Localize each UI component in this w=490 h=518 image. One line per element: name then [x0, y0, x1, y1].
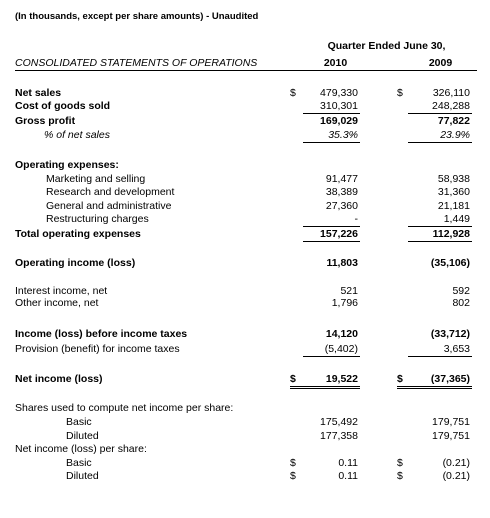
- subtotal-rule: [303, 356, 360, 357]
- column-header-2010: 2010: [323, 57, 348, 69]
- currency-symbol: $: [397, 373, 403, 385]
- row-label-operating-income: Operating income (loss): [15, 257, 136, 269]
- statement-note: (In thousands, except per share amounts) - Unaudited: [15, 11, 259, 22]
- value-ga-2010: 27,360: [325, 200, 358, 212]
- section-heading-shares: Shares used to compute net income per share:: [15, 402, 234, 414]
- value-gross-profit-2010: 169,029: [320, 115, 358, 127]
- value-income-before-tax-2010: 14,120: [325, 328, 358, 340]
- subtotal-rule: [408, 356, 472, 357]
- row-label-interest-income: Interest income, net: [15, 285, 108, 297]
- subtotal-rule: [408, 226, 472, 227]
- value-restructuring-2009: 1,449: [443, 213, 470, 225]
- value-shares-basic-2010: 175,492: [320, 416, 358, 428]
- value-operating-income-2010: 11,803: [326, 257, 358, 269]
- value-other-income-2009: 802: [452, 297, 470, 309]
- currency-symbol: $: [397, 470, 403, 482]
- value-interest-income-2009: 592: [452, 285, 470, 297]
- value-cogs-2009: 248,288: [432, 100, 470, 112]
- value-net-income-2010: 19,522: [325, 373, 358, 385]
- total-rule: [303, 241, 360, 242]
- value-gross-profit-2009: 77,822: [437, 115, 470, 127]
- value-shares-diluted-2010: 177,358: [320, 430, 358, 442]
- row-label-marketing: Marketing and selling: [46, 173, 146, 185]
- row-label-shares-basic: Basic: [66, 416, 92, 428]
- section-rule: [303, 142, 360, 143]
- total-rule: [408, 241, 472, 242]
- value-marketing-2010: 91,477: [325, 173, 358, 185]
- subtotal-rule: [303, 226, 360, 227]
- value-cogs-2010: 310,301: [320, 100, 358, 112]
- total-rule: [290, 388, 360, 389]
- row-label-other-income: Other income, net: [15, 297, 99, 309]
- value-net-sales-2010: 479,330: [320, 87, 358, 99]
- value-other-income-2010: 1,796: [331, 297, 358, 309]
- row-label-net-sales: Net sales: [15, 87, 62, 99]
- value-rnd-2010: 38,389: [325, 186, 358, 198]
- row-label-shares-diluted: Diluted: [66, 430, 99, 442]
- row-label-cogs: Cost of goods sold: [15, 100, 111, 112]
- value-eps-diluted-2010: 0.11: [338, 470, 358, 482]
- row-label-net-income: Net income (loss): [15, 373, 103, 385]
- row-label-eps-diluted: Diluted: [66, 470, 99, 482]
- value-rnd-2009: 31,360: [437, 186, 470, 198]
- section-heading-eps: Net income (loss) per share:: [15, 443, 147, 455]
- total-rule: [290, 386, 360, 387]
- subtotal-rule: [408, 113, 472, 114]
- value-eps-diluted-2009: (0.21): [442, 470, 470, 482]
- value-provision-2010: (5,402): [324, 343, 358, 355]
- value-pct-net-sales-2010: 35.3%: [328, 129, 358, 141]
- header-rule: [15, 70, 477, 71]
- currency-symbol: $: [397, 457, 403, 469]
- currency-symbol: $: [290, 373, 296, 385]
- row-label-ga: General and administrative: [46, 200, 172, 212]
- row-label-income-before-tax: Income (loss) before income taxes: [15, 328, 188, 340]
- value-net-sales-2009: 326,110: [432, 87, 470, 99]
- value-shares-diluted-2009: 179,751: [432, 430, 470, 442]
- column-header-2009: 2009: [428, 57, 453, 69]
- total-rule: [397, 386, 472, 387]
- row-label-gross-profit: Gross profit: [15, 115, 76, 127]
- section-heading-opex: Operating expenses:: [15, 159, 119, 171]
- value-total-opex-2009: 112,928: [432, 228, 470, 240]
- value-shares-basic-2009: 179,751: [432, 416, 470, 428]
- row-label-provision: Provision (benefit) for income taxes: [15, 343, 180, 355]
- value-restructuring-2010: -: [354, 213, 358, 225]
- currency-symbol: $: [290, 457, 296, 469]
- currency-symbol: $: [290, 470, 296, 482]
- currency-symbol: $: [290, 87, 296, 99]
- row-label-pct-net-sales: % of net sales: [44, 129, 110, 141]
- statement-title: CONSOLIDATED STATEMENTS OF OPERATIONS: [15, 57, 258, 69]
- value-operating-income-2009: (35,106): [430, 257, 470, 269]
- value-total-opex-2010: 157,226: [320, 228, 358, 240]
- value-ga-2009: 21,181: [437, 200, 470, 212]
- section-rule: [408, 142, 472, 143]
- row-label-total-opex: Total operating expenses: [15, 228, 141, 240]
- total-rule: [397, 388, 472, 389]
- currency-symbol: $: [397, 87, 403, 99]
- value-interest-income-2010: 521: [340, 285, 358, 297]
- value-net-income-2009: (37,365): [430, 373, 470, 385]
- row-label-eps-basic: Basic: [66, 457, 92, 469]
- row-label-rnd: Research and development: [46, 186, 175, 198]
- value-eps-basic-2010: 0.11: [338, 457, 358, 469]
- subtotal-rule: [303, 113, 360, 114]
- value-provision-2009: 3,653: [443, 343, 470, 355]
- row-label-restructuring: Restructuring charges: [46, 213, 149, 225]
- period-heading: Quarter Ended June 30,: [327, 40, 446, 52]
- value-eps-basic-2009: (0.21): [442, 457, 470, 469]
- value-income-before-tax-2009: (33,712): [430, 328, 470, 340]
- value-marketing-2009: 58,938: [437, 173, 470, 185]
- value-pct-net-sales-2009: 23.9%: [440, 129, 470, 141]
